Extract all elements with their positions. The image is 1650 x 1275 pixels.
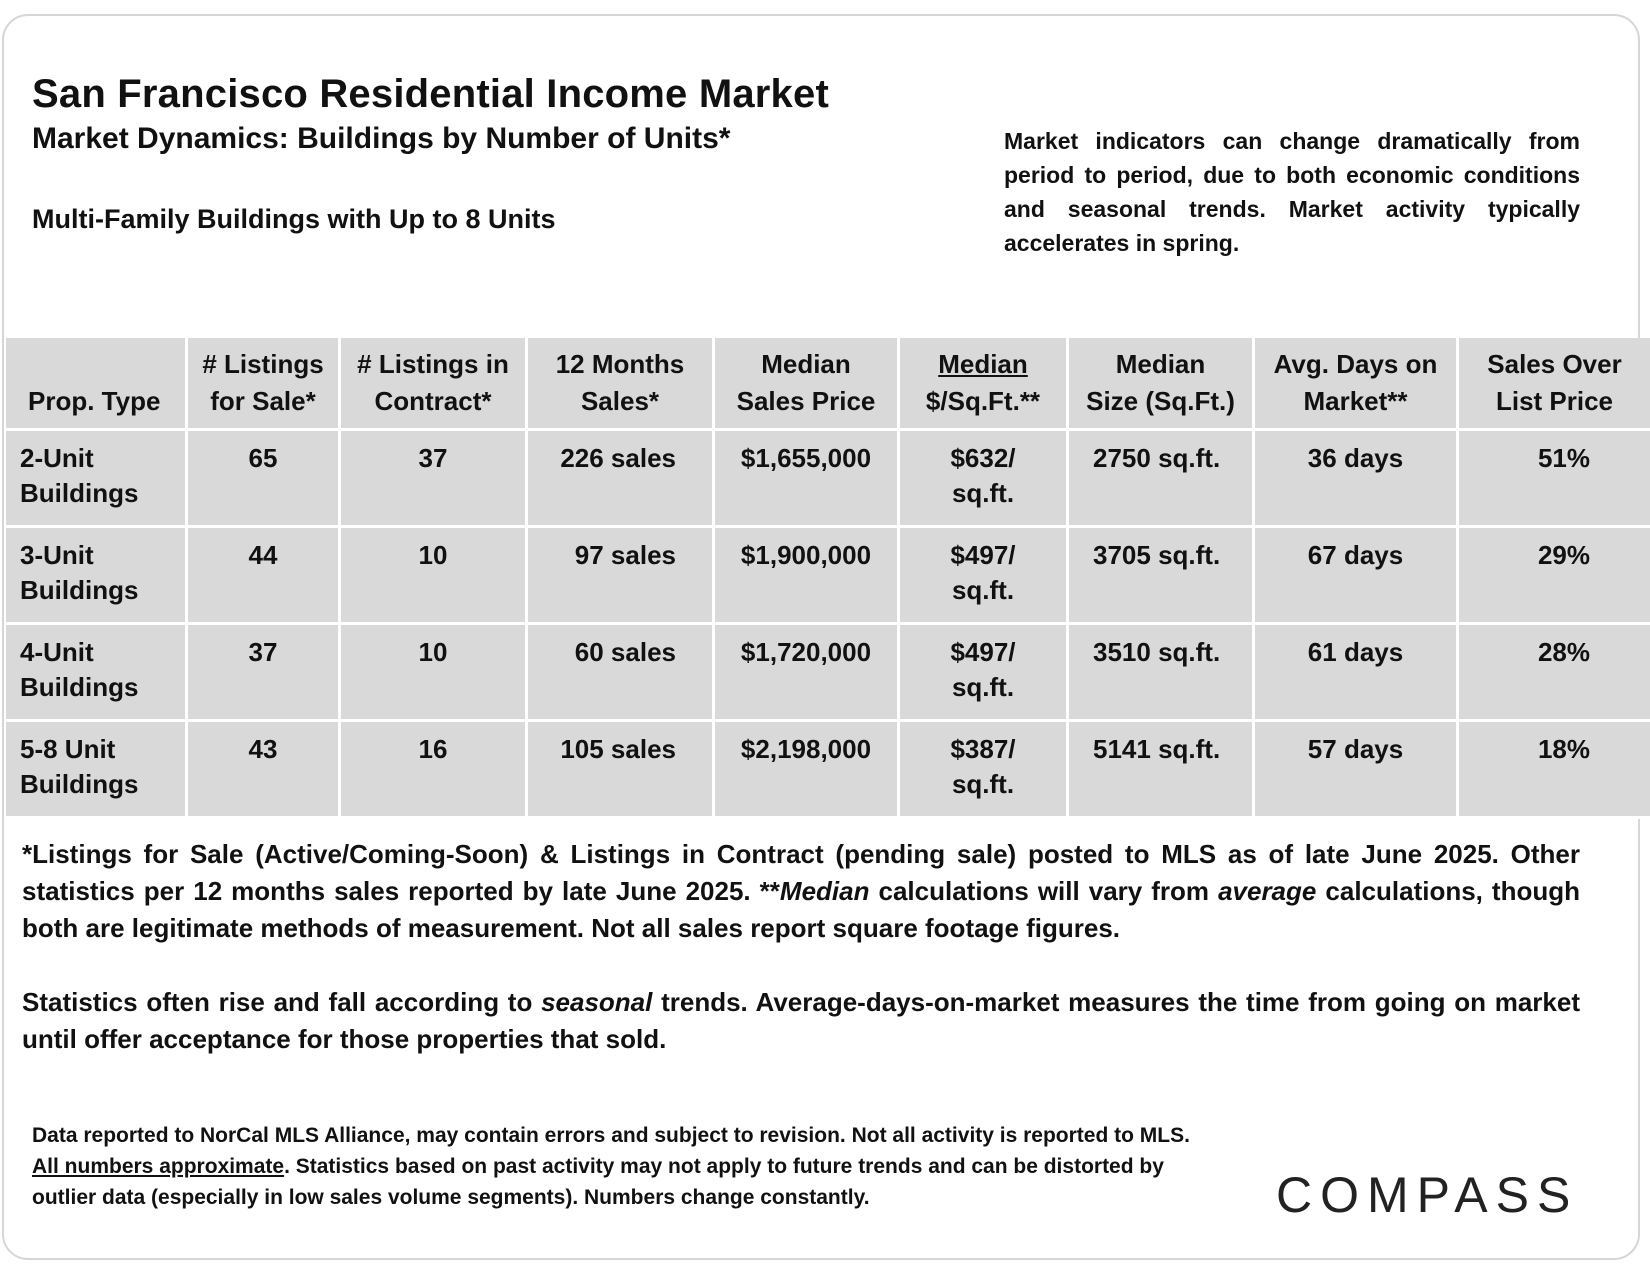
cell-for-sale: 43	[188, 722, 341, 819]
cell-for-sale: 65	[188, 431, 341, 528]
cell-ppsf: $497/ sq.ft.	[900, 528, 1069, 625]
cell-in-contract: 10	[341, 528, 528, 625]
cell-over-list: 51%	[1459, 431, 1650, 528]
footnote-seasonal: Statistics often rise and fall according to seasonal trends. Average-days-on-market measures the time from going on market until offer acceptance for those properties that sold.	[22, 987, 1580, 1054]
header-prop-type: Prop. Type	[6, 338, 188, 431]
header-over-list: Sales Over List Price	[1459, 338, 1650, 431]
cell-over-list: 18%	[1459, 722, 1650, 819]
header-median-size: Median Size (Sq.Ft.)	[1069, 338, 1255, 431]
cell-prop-type: 2-Unit Buildings	[6, 431, 188, 528]
cell-for-sale: 44	[188, 528, 341, 625]
cell-over-list: 28%	[1459, 625, 1650, 722]
cell-dom: 61 days	[1255, 625, 1459, 722]
section-label: Multi-Family Buildings with Up to 8 Units	[32, 204, 556, 234]
cell-ppsf: $387/ sq.ft.	[900, 722, 1069, 819]
table-row	[6, 625, 1650, 722]
cell-ppsf: $497/ sq.ft.	[900, 625, 1069, 722]
cell-for-sale: 37	[188, 625, 341, 722]
table-row	[6, 528, 1650, 625]
data-disclaimer: Data reported to NorCal MLS Alliance, may contain errors and subject to revision. Not all activity is reported to MLS. All numbers approximate. Statistics based on past activity may not apply to future trends and can be distorted by outlier data (especially in low sales volume segments). Numbers change constantly.	[32, 1124, 1190, 1209]
cell-prop-type: 4-Unit Buildings	[6, 625, 188, 722]
cell-price: $1,720,000	[715, 625, 900, 722]
cell-in-contract: 37	[341, 431, 528, 528]
header-avg-dom: Avg. Days on Market**	[1255, 338, 1459, 431]
cell-in-contract: 16	[341, 722, 528, 819]
cell-in-contract: 10	[341, 625, 528, 722]
page-subtitle: Market Dynamics: Buildings by Number of Units*	[32, 122, 731, 155]
cell-sales: 60 sales	[528, 625, 715, 722]
market-table	[6, 338, 1650, 819]
cell-sales: 226 sales	[528, 431, 715, 528]
table-row	[6, 431, 1650, 528]
cell-dom: 36 days	[1255, 431, 1459, 528]
cell-size: 3510 sq.ft.	[1069, 625, 1255, 722]
cell-size: 3705 sq.ft.	[1069, 528, 1255, 625]
cell-over-list: 29%	[1459, 528, 1650, 625]
cell-prop-type: 3-Unit Buildings	[6, 528, 188, 625]
header-median-ppsf: Median $/Sq.Ft.**	[900, 338, 1069, 431]
cell-size: 5141 sq.ft.	[1069, 722, 1255, 819]
page-title: San Francisco Residential Income Market	[32, 72, 829, 116]
cell-sales: 97 sales	[528, 528, 715, 625]
header-median-price: Median Sales Price	[715, 338, 900, 431]
cell-price: $2,198,000	[715, 722, 900, 819]
cell-sales: 105 sales	[528, 722, 715, 819]
table-row	[6, 722, 1650, 819]
cell-ppsf: $632/ sq.ft.	[900, 431, 1069, 528]
cell-dom: 67 days	[1255, 528, 1459, 625]
cell-price: $1,655,000	[715, 431, 900, 528]
header-listings-for-sale: # Listings for Sale*	[188, 338, 341, 431]
table-header-row	[6, 338, 1650, 431]
cell-dom: 57 days	[1255, 722, 1459, 819]
header-12-month-sales: 12 Months Sales*	[528, 338, 715, 431]
side-note: Market indicators can change dramatically from period to period, due to both economic conditions and seasonal trends. Market activity typically accelerates in spring.	[1004, 128, 1580, 256]
cell-price: $1,900,000	[715, 528, 900, 625]
footnote-definitions: *Listings for Sale (Active/Coming-Soon) & Listings in Contract (pending sale) posted to MLS as of late June 2025. Other statistics per 12 months sales reported by late June 2025. **Median calculations will vary from average calculations, though both are legitimate methods of measurement. Not all sales report square footage figures.	[22, 839, 1580, 943]
cell-prop-type: 5-8 Unit Buildings	[6, 722, 188, 819]
compass-logo: COMPASS	[1276, 1167, 1579, 1223]
header-listings-in-contract: # Listings in Contract*	[341, 338, 528, 431]
cell-size: 2750 sq.ft.	[1069, 431, 1255, 528]
